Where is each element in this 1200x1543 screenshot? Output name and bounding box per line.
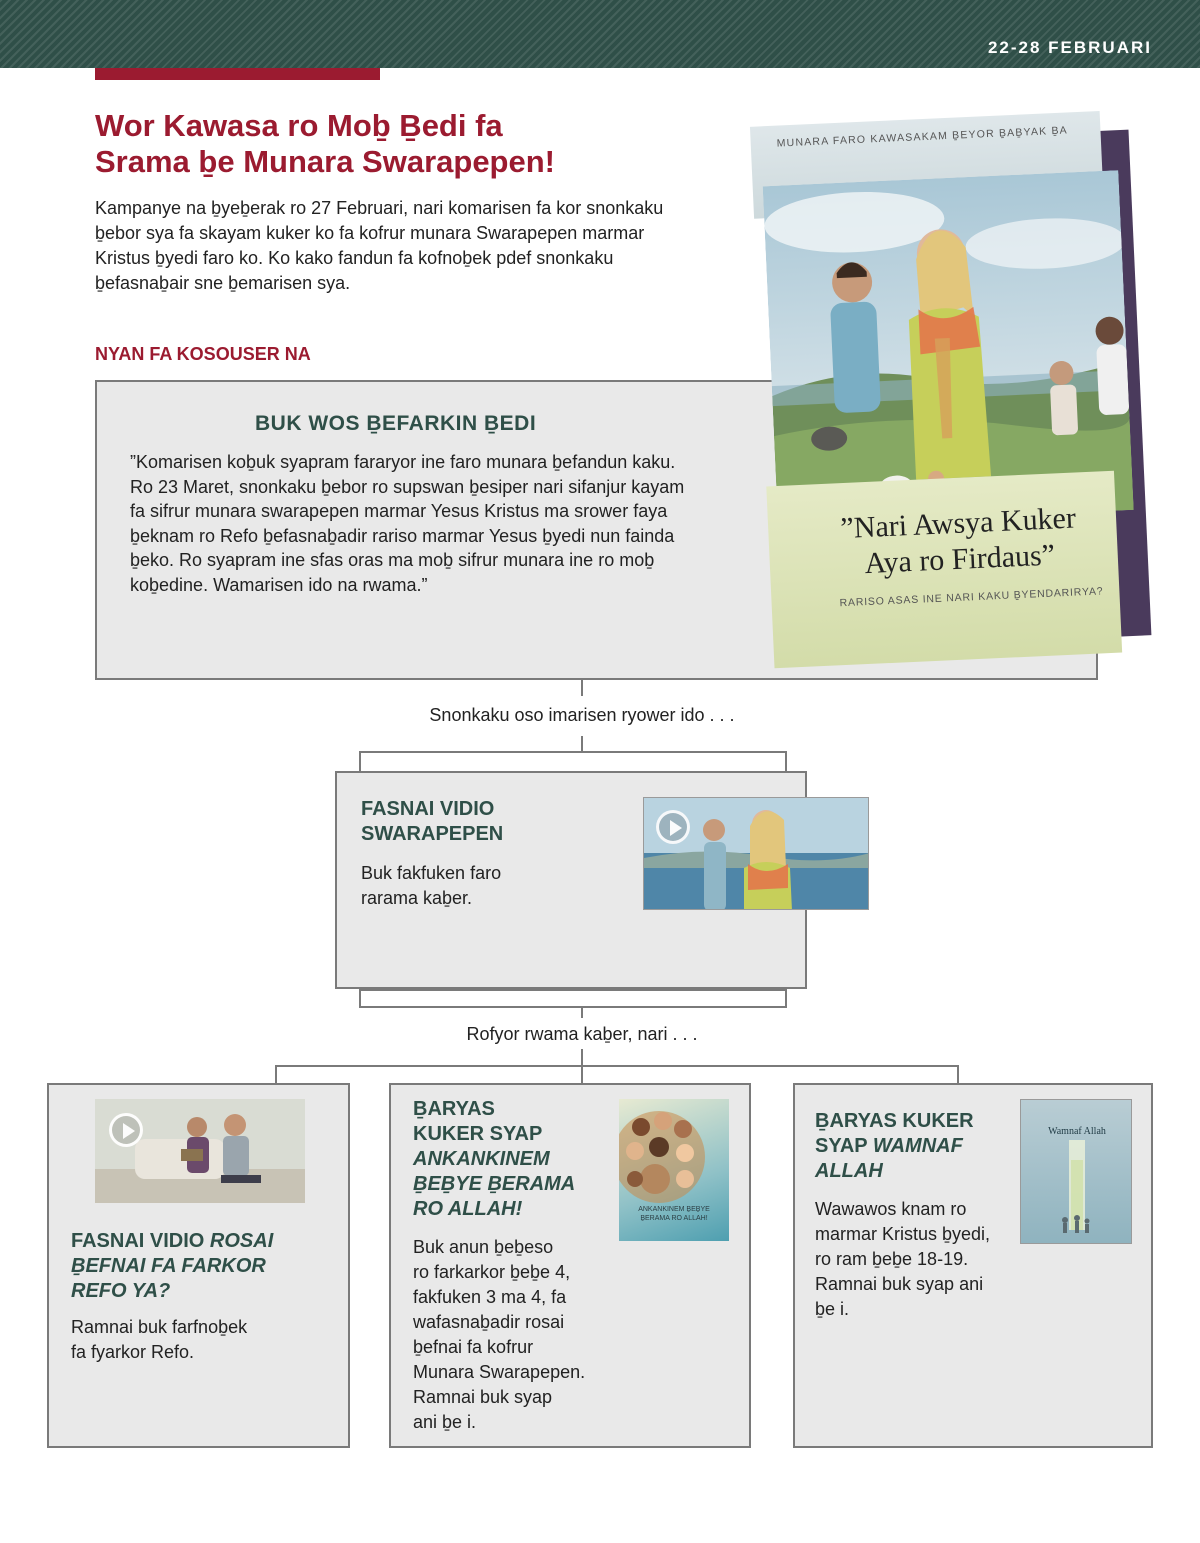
intro-line: Kampanye na ḇyeḇerak ro 27 Februari, nari komarisen fa kor snonkaku <box>95 198 664 218</box>
quote-line: ”Komarisen koḇuk syapram fararyor ine faro munara ḇefandun kaku. <box>130 452 676 472</box>
option-book-box <box>793 1083 1153 1448</box>
heading-line: ḆEFNAI FA FARKOR <box>71 1255 266 1277</box>
heading-segment: WAMNAF <box>872 1135 963 1157</box>
cover-subtitle: RARISO ASAS INE NARI KAKU ḆYENDARIRYA? <box>839 585 1104 610</box>
heading-segment: SYAP <box>815 1135 873 1157</box>
offer-box-title: BUK WOS ḆEFARKIN ḆEDI <box>255 412 537 435</box>
video-box-heading <box>361 797 611 847</box>
text-line: fa fyarkor Refo. <box>71 1342 195 1362</box>
heading-line: ḆEḆYE ḆERAMA <box>413 1173 576 1195</box>
play-icon[interactable] <box>656 810 690 844</box>
connector-line <box>785 751 787 771</box>
heading-line: ḆARYAS KUKER <box>815 1110 974 1132</box>
option-video-text <box>71 1315 331 1365</box>
cover-kicker: MUNARA FARO KAWASAKAM ḆEYOR ḆAḆYAK ḆA <box>776 124 1069 150</box>
intro-line: Kristus ḇyedi faro ko. Ko kako fandun fa kofnoḇek pdef snonkaku <box>95 248 614 268</box>
option-book-heading <box>815 1109 1015 1184</box>
heading-line: REFO YA? <box>71 1280 171 1302</box>
play-icon[interactable] <box>109 1113 143 1147</box>
text-line: fakfuken 3 ma 4, fa <box>413 1287 567 1307</box>
heading-line <box>815 1134 1015 1159</box>
text-line: marmar Kristus ḇyedi, <box>815 1224 991 1244</box>
connector-line <box>359 751 787 753</box>
heading-line: ANKANKINEM <box>413 1148 550 1170</box>
heading-line: ALLAH <box>815 1160 883 1182</box>
cover-title <box>808 499 1111 585</box>
text-line: ani ḇe i. <box>413 1412 477 1432</box>
connector-line <box>581 1006 583 1018</box>
intro-line: ḇebor sya fa skayam kuker ko fa kofrur munara Swarapepen marmar <box>95 223 645 243</box>
video-box <box>335 771 807 989</box>
magazine-cover-image <box>750 110 1152 667</box>
option-video-heading <box>71 1229 331 1304</box>
cover-title-band <box>766 471 1122 669</box>
connector-line <box>581 736 583 752</box>
date-range: 22-28 FEBRUARI <box>987 38 1152 57</box>
connector-line <box>359 989 787 991</box>
text-line: Ramnai buk syap <box>413 1387 553 1407</box>
option-brochure-box <box>389 1083 751 1448</box>
brochure-cover-image <box>619 1099 729 1241</box>
offer-quote <box>130 450 742 597</box>
book-cover-art <box>1021 1100 1132 1244</box>
intro-line: ḇefasnaḇair sne ḇemarisen sya. <box>95 273 351 293</box>
connector-line <box>957 1065 959 1083</box>
title-line: Wor Kawasa ro Moḇ Ḇedi fa <box>95 108 503 143</box>
text-line: rarama kaḇer. <box>361 888 473 908</box>
brochure-label-line: ANKANKINEM ḆEḆYE <box>638 1206 710 1213</box>
option-brochure-heading <box>413 1097 613 1222</box>
quote-line: fa sifrur munara swarapepen marmar Yesus Kristus ma srower faya <box>130 501 668 521</box>
book-cover-image <box>1020 1099 1132 1244</box>
option-book-text <box>815 1197 1030 1322</box>
connector-label: Snonkaku oso imarisen ryower ido . . . <box>429 705 735 725</box>
quote-line: ḇeko. Ro syapram ine sfas oras ma moḇ sifrur munara ine ro moḇ <box>130 550 655 570</box>
connector-line <box>581 680 583 696</box>
title-line: Srama ḇe Munara Swarapepen! <box>95 144 555 179</box>
text-line: wafasnaḇadir rosai <box>413 1312 565 1332</box>
quote-line: ḇeknam ro Refo ḇefasnaḇadir rariso marmar Yesus ḇyedi nun fainda <box>130 525 675 546</box>
text-line: Wawawos knam ro <box>815 1199 967 1219</box>
brochure-cover-label <box>623 1205 725 1223</box>
text-line: Munara Swarapepen. <box>413 1362 586 1382</box>
heading-segment: FASNAI VIDIO <box>71 1230 210 1252</box>
quote-line: koḇedine. Wamarisen ido na rwama.” <box>130 574 428 595</box>
cover-title-line: ”Nari Awsya Kuker <box>839 501 1077 546</box>
heading-line: KUKER SYAP <box>413 1123 543 1145</box>
book-cover-label: Wamnaf Allah <box>1048 1126 1106 1137</box>
text-line: Ramnai buk farfnoḇek <box>71 1317 248 1337</box>
text-line: ro ram ḇeḇe 18-19. <box>815 1249 969 1269</box>
brochure-label-line: ḆERAMA RO ALLAH! <box>640 1215 708 1222</box>
text-line: Ramnai buk syap ani <box>815 1274 984 1294</box>
heading-line: ḆARYAS <box>413 1098 495 1120</box>
cover-title-line: Aya ro Firdaus” <box>863 538 1056 581</box>
article-title <box>95 108 715 180</box>
text-line: Buk anun ḇeḇeso <box>413 1237 554 1257</box>
text-line: Buk fakfuken faro <box>361 863 502 883</box>
header-banner <box>0 0 1200 68</box>
option-brochure-text <box>413 1235 623 1435</box>
video-thumbnail[interactable] <box>95 1099 305 1203</box>
heading-segment: ROSAI <box>209 1230 274 1252</box>
connector-line <box>275 1065 277 1083</box>
intro-paragraph <box>95 196 735 296</box>
heading-line <box>71 1229 331 1254</box>
video-box-text <box>361 861 611 911</box>
option-video-box <box>47 1083 350 1448</box>
quote-line: Ro 23 Maret, snonkaku ḇebor ro supswan ḇesiper nari sifanjur kayam <box>130 476 685 497</box>
connector-line <box>359 751 361 771</box>
text-line: ro farkarkor ḇeḇe 4, <box>413 1262 571 1282</box>
connector-line <box>275 1065 959 1067</box>
connector-label: Rofyor rwama kaḇer, nari . . . <box>466 1024 698 1044</box>
heading-line: FASNAI VIDIO <box>361 798 495 820</box>
heading-line: SWARAPEPEN <box>361 823 504 845</box>
connector-line <box>359 989 361 1007</box>
connector-line <box>359 1006 787 1008</box>
heading-line: RO ALLAH! <box>413 1198 523 1220</box>
text-line: ḇefnai fa kofrur <box>413 1337 534 1357</box>
text-line: ḇe i. <box>815 1299 850 1319</box>
connector-line <box>785 989 787 1007</box>
video-thumbnail[interactable] <box>643 797 869 910</box>
accent-bar <box>95 68 380 80</box>
section-label: NYAN FA KOSOUSER NA <box>95 344 311 364</box>
